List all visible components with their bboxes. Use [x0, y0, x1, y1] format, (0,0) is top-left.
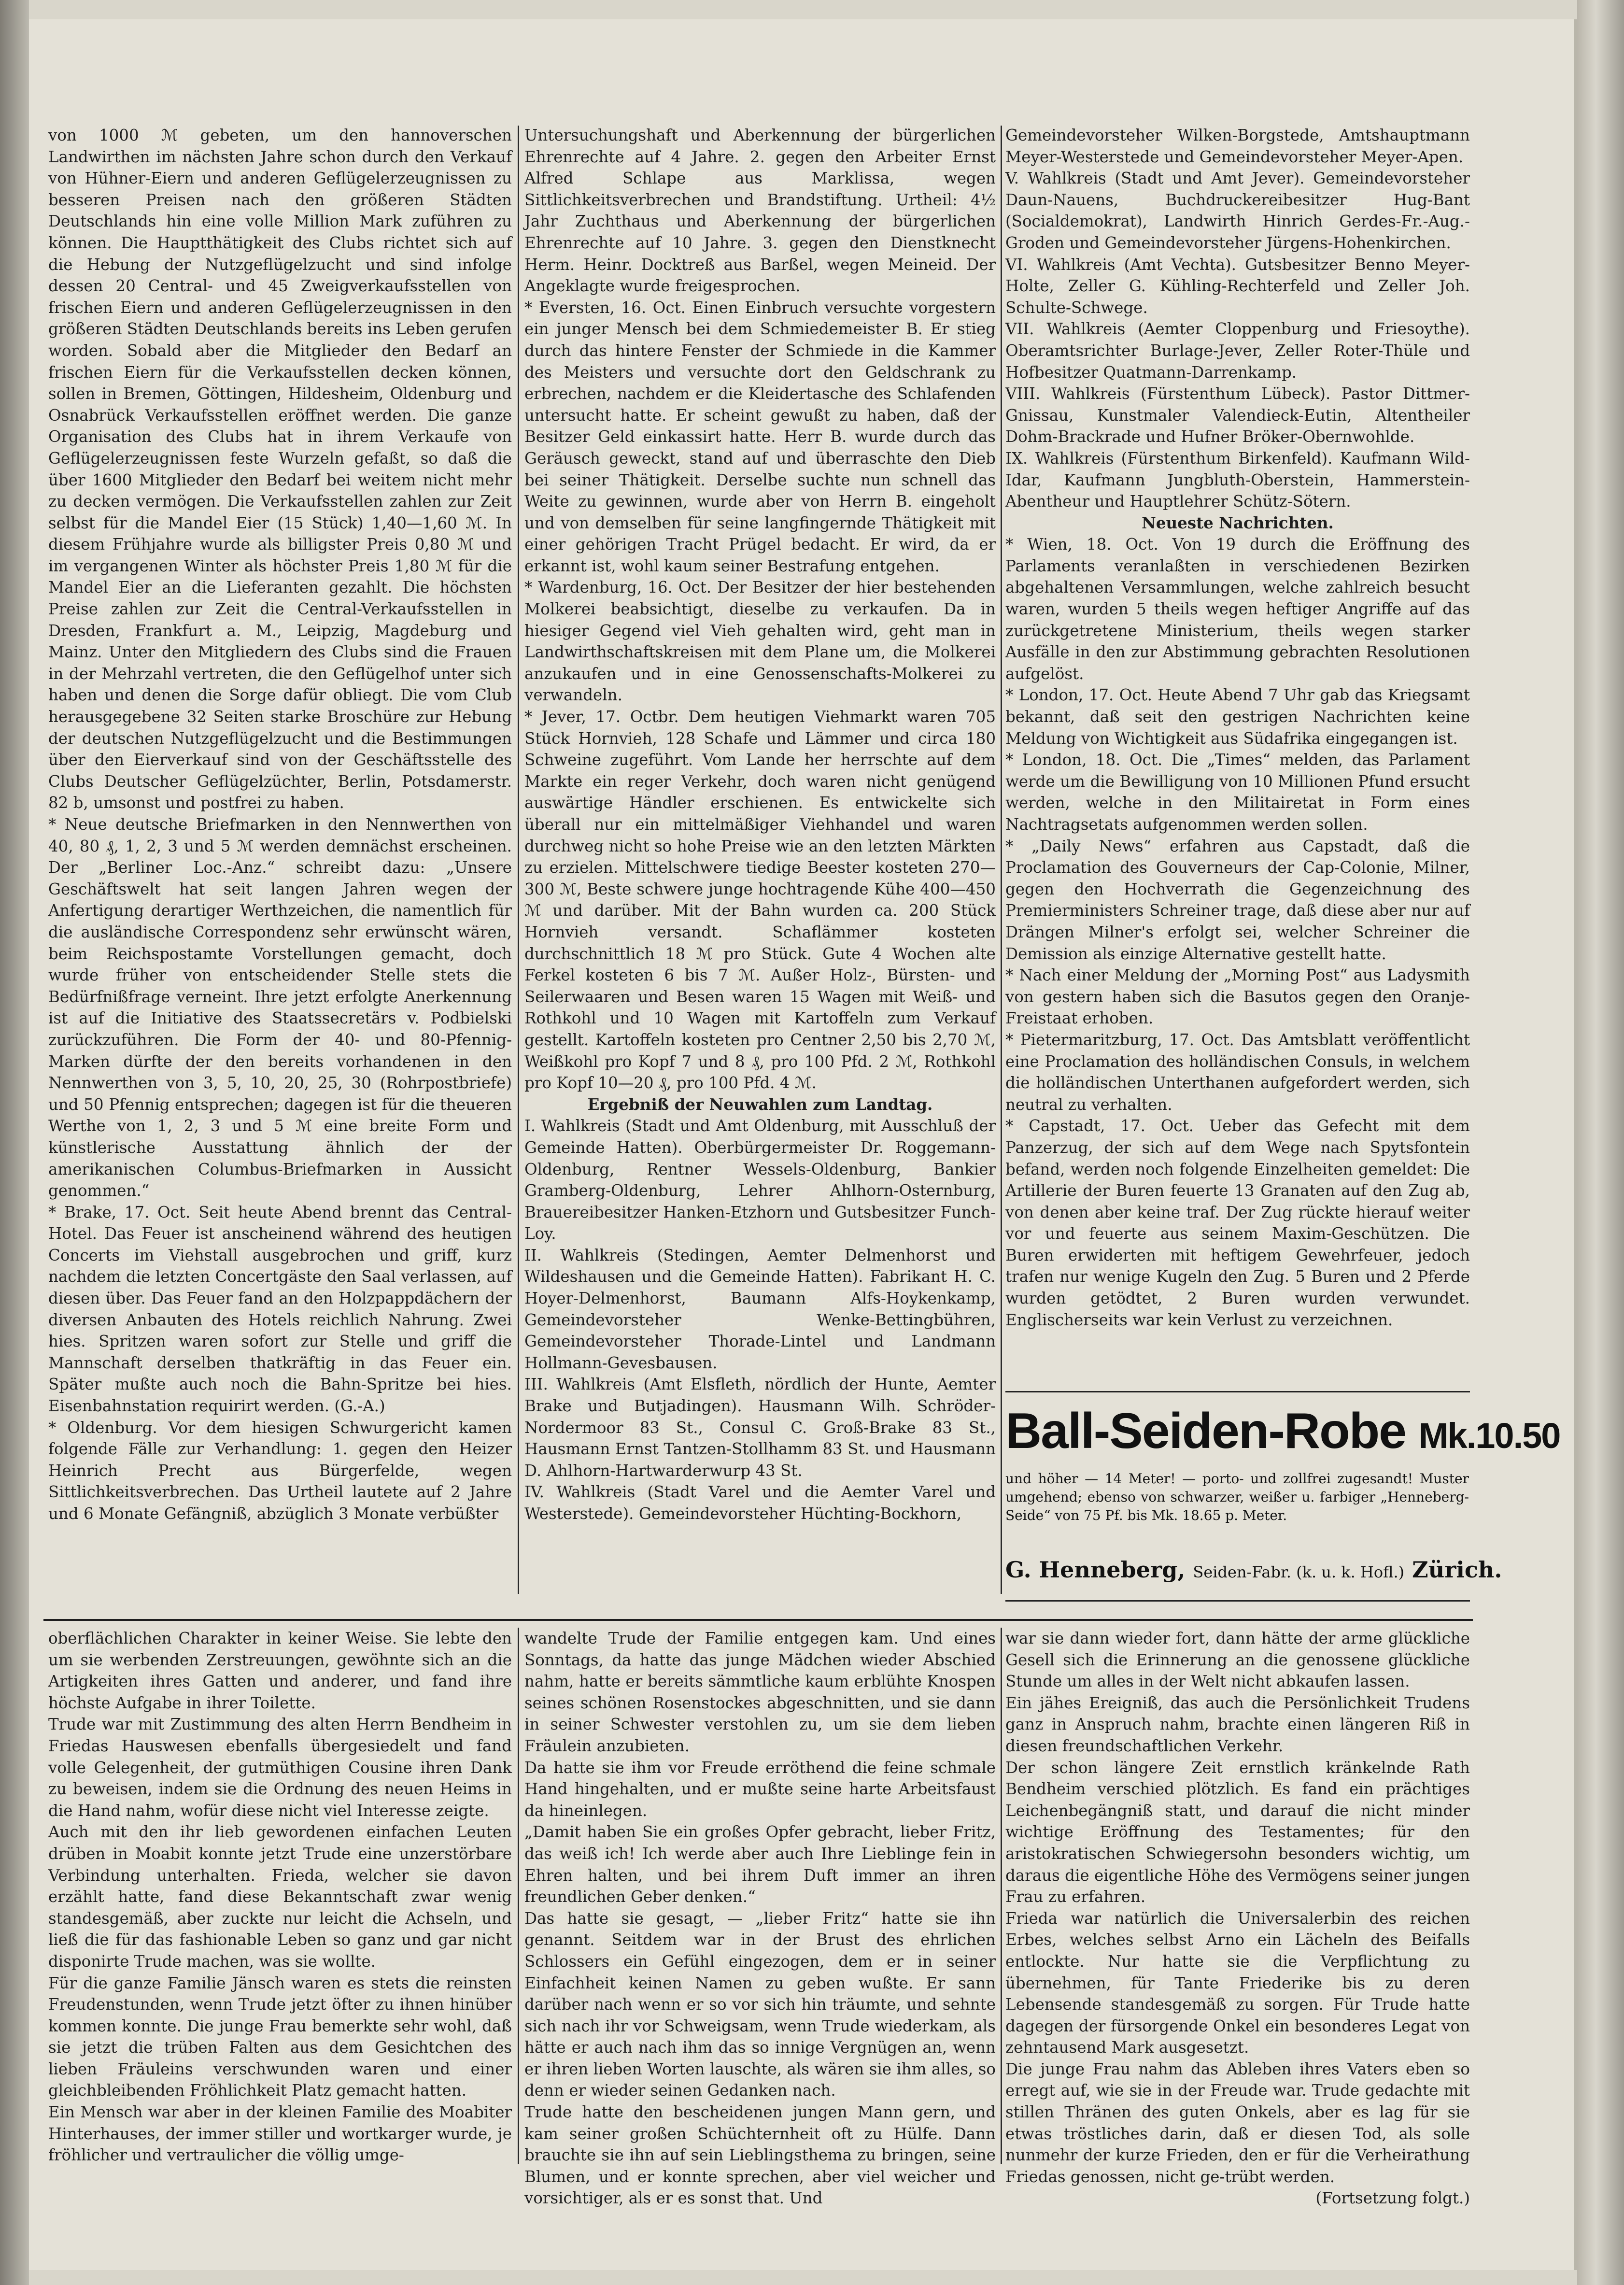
- column-2: [524, 125, 996, 1525]
- column-rule: [1001, 1628, 1002, 2164]
- advertisement: [1005, 1391, 1560, 1602]
- story-text: Ein jähes Ereigniß, das auch die Persönlichkeit Trudens ganz in Anspruch nahm, brachte einen längeren Riß in diesen freundschaftlichen Verkehr.: [1005, 1693, 1470, 1755]
- feuilleton-column-3: [1005, 1628, 1470, 2209]
- article-text: * Eversten, 16. Oct. Einen Einbruch versuchte vorgestern ein junger Mensch bei dem Schmiedemeister B. Er stieg durch das hintere Fenster der Schmiede in die Kammer des Meisters und versuchte dort den Geldschrank zu erbrechen, nachdem er die Kleidertasche des Schlafenden untersucht hatte. Er scheint gewußt zu haben, daß der Besitzer Geld einkassirt hatte. Herr B. wurde durch das Geräusch geweckt, stand auf und überraschte den Dieb bei seiner Thätigkeit. Derselbe suchte nun schnell das Weite zu gewinnen, wurde aber von Herrn B. eingeholt und von demselben für seine langfingernde Thätigkeit mit einer gehörigen Tracht Prügel bedacht. Er wird, da er erkannt ist, wohl kaum seiner Bestrafung entgehen.: [524, 298, 996, 575]
- article-text: I. Wahlkreis (Stadt und Amt Oldenburg, mit Ausschluß der Gemeinde Hatten). Oberbürgermeister Dr. Roggemann-Oldenburg, Rentner Wessels-Oldenburg, Bankier Gramberg-Oldenburg, Lehrer Ahlhorn-Osternburg, Brauereibesitzer Hanken-Etzhorn und Gutsbesitzer Funch-Loy.: [524, 1117, 996, 1243]
- article-text: Untersuchungshaft und Aberkennung der bürgerlichen Ehrenrechte auf 4 Jahre. 2. gegen den Arbeiter Ernst Alfred Schlape aus Marklissa, wegen Sittlichkeitsverbrechen und Brandstiftung. Urtheil: 4½ Jahr Zuchthaus und Aberkennung der bürgerlichen Ehrenrechte auf 10 Jahre. 3. gegen den Dienstknecht Herm. Heinr. Docktreß aus Barßel, wegen Meineid. Der Angeklagte wurde freigesprochen.: [524, 126, 996, 296]
- ad-city: Zürich.: [1412, 1557, 1502, 1583]
- article-text: V. Wahlkreis (Stadt und Amt Jever). Gemeindevorsteher Daun-Nauens, Buchdruckereibesitzer Hug-Bant (Socialdemokrat), Landwirth Hinrich Gerdes-Fr.-Aug.-Groden und Gemeindevorsteher Jürgens-Hohenkirchen.: [1005, 169, 1470, 252]
- article-text: * „Daily News“ erfahren aus Capstadt, daß die Proclamation des Gouverneurs der Cap-Colonie, Milner, gegen den Hochverrath die Gegenzeichnung des Premierministers Schreiner trage, daß diese aber nur auf Drängen Milner's erfolgt sei, welcher Schreiner die Demission als einzige Alternative gestellt hatte.: [1005, 837, 1470, 963]
- binding-gutter: [0, 0, 29, 2285]
- ad-firm-name: G. Henneberg,: [1005, 1557, 1186, 1583]
- ad-headline: [1005, 1402, 1560, 1465]
- article-text: * Oldenburg. Vor dem hiesigen Schwurgericht kamen folgende Fälle zur Verhandlung: 1. gegen den Heizer Heinrich Precht aus Bürgerfelde, wegen Sittlichkeitsverbrechen. Das Urtheil lautete auf 2 Jahre und 6 Monate Gefängniß, abzüglich 3 Monate verbüßter: [48, 1418, 512, 1523]
- story-text: Ein Mensch war aber in der kleinen Familie des Moabiter Hinterhauses, der immer stiller und wortkarger wurde, je fröhlicher und vertraulicher die völlig umge-: [48, 2103, 512, 2165]
- story-text: Für die ganze Familie Jänsch waren es stets die reinsten Freudenstunden, wenn Trude jetzt öfter zu ihnen hinüber kommen konnte. Die junge Frau bemerkte sehr wohl, daß sie jetzt die trüben Falten aus dem Gesichtchen des lieben Fräuleins verschwunden waren und einer gleichbleibenden Fröhlichkeit Platz gemacht hatten.: [48, 1973, 512, 2100]
- section-heading-news: Neueste Nachrichten.: [1142, 513, 1334, 532]
- story-text: Trude hatte den bescheidenen jungen Mann gern, und kam seiner großen Schüchternheit oft zu Hülfe. Dann brauchte sie ihn auf sein Lieblingsthema zu bringen, seine Blumen, und er konnte sprechen, aber viel weicher und vorsichtiger, als er es sonst that. Und: [524, 2103, 996, 2208]
- article-text: * Wardenburg, 16. Oct. Der Besitzer der hier bestehenden Molkerei beabsichtigt, dieselbe zu verkaufen. Da in hiesiger Gegend viel Vieh gehalten wird, geht man in Landwirthschaftskreisen mit dem Plane um, die Molkerei anzukaufen und in eine Genossenschafts-Molkerei zu verwandeln.: [524, 578, 996, 705]
- story-text: oberflächlichen Charakter in keiner Weise. Sie lebte den um sie werbenden Zerstreuungen, gewöhnte sich an die Artigkeiten ihres Gatten und anderer, und fand ihre höchste Aufgabe in ihrer Toilette.: [48, 1629, 512, 1712]
- story-text: Auch mit den ihr lieb gewordenen einfachen Leuten drüben in Moabit konnte jetzt Trude eine unzerstörbare Verbindung unterhalten. Frieda, welcher sie davon erzählt hatte, fand diese Bekanntschaft zwar wenig standesgemäß, aber zuckte nur leicht die Achseln, und ließ die für das fashionable Leben so ganz und gar nicht disponirte Trude machen, was sie wollte.: [48, 1823, 512, 1971]
- article-text: von 1000 ℳ gebeten, um den hannoverschen Landwirthen im nächsten Jahre schon durch den Verkauf von Hühner-Eiern und anderen Geflügelerzeugnissen zu besseren Preisen nach den größeren Städten Deutschlands hin eine volle Million Mark zuführen zu können. Die Hauptthätigkeit des Clubs richtet sich auf die Hebung der Nutzgeflügelzucht und sind infolge dessen 20 Central- und 45 Zweigverkaufsstellen von frischen Eiern und anderen Geflügelerzeugnissen in den größeren Städten Deutschlands bereits ins Leben gerufen worden. Sobald aber die Mitglieder den Bedarf an frischen Eiern für die Verkaufsstellen decken können, sollen in Bremen, Göttingen, Hildesheim, Oldenburg und Osnabrück Verkaufsstellen eröffnet werden. Die ganze Organisation des Clubs hat in ihrem Verkaufe von Geflügelerzeugnissen feste Wurzeln gefaßt, so daß die über 1600 Mitglieder den Bedarf bei weitem nicht mehr zu decken vermögen. Die Verkaufsstellen zahlen zur Zeit selbst für die Mandel Eier (15 Stück) 1,40—1,60 ℳ. In diesem Frühjahre wurde als billigster Preis 0,80 ℳ und im vergangenen Winter als höchster Preis 1,80 ℳ für die Mandel Eier an die Lieferanten gezahlt. Die höchsten Preise zahlen zur Zeit die Central-Verkaufsstellen in Dresden, Frankfurt a. M., Leipzig, Magdeburg und Mainz. Unter den Mitgliedern des Clubs sind die Frauen in der Mehrzahl vertreten, die den Geflügelhof unter sich haben und denen die Sorge dafür obliegt. Die vom Club herausgegebene 32 Seiten starke Broschüre zur Hebung der deutschen Nutzgeflügelzucht und die Bestimmungen über den Eierverkauf sind von der Geschäftsstelle des Clubs Deutscher Geflügelzüchter, Berlin, Potsdamerstr. 82 b, umsonst und postfrei zu haben.: [48, 126, 512, 812]
- story-text: Trude war mit Zustimmung des alten Herrn Bendheim in Friedas Hauswesen ebenfalls übergesiedelt und fand volle Gelegenheit, der gutmüthigen Cousine ihren Dank zu beweisen, indem sie die Ordnung des neuen Heims in die Hand nahm, wofür diese nicht viel Interesse zeigte.: [48, 1715, 512, 1820]
- story-text: wandelte Trude der Familie entgegen kam. Und eines Sonntags, da hatte das junge Mädchen wieder Abschied nahm, hatte er bereits sämmtliche kaum erblühte Knospen seines schönen Rosenstockes abgeschnitten, und sie dann in seiner Schwester verstohlen zu, um sie dem lieben Fräulein anzubieten.: [524, 1629, 996, 1755]
- feuilleton-column-1: [48, 1628, 512, 2166]
- article-text: * Jever, 17. Octbr. Dem heutigen Viehmarkt waren 705 Stück Hornvieh, 128 Schafe und Lämmer und circa 180 Schweine zugeführt. Vom Lande her herrschte auf dem Markte ein reger Verkehr, doch waren nicht genügend auswärtige Händler erschienen. Es entwickelte sich überall nur ein mittelmäßiger Viehhandel und waren durchweg nicht so hohe Preise wie an den letzten Märkten zu erzielen. Mittelschwere tiedige Beester kosteten 270—300 ℳ, Beste schwere junge hochtragende Kühe 400—450 ℳ und darüber. Mit der Bahn wurden ca. 200 Stück Hornvieh versandt. Schaflämmer kosteten durchschnittlich 18 ℳ pro Stück. Gute 4 Wochen alte Ferkel kosteten 6 bis 7 ℳ. Außer Holz-, Bürsten- und Seilerwaaren und Besen waren 15 Wagen mit Weiß- und Rothkohl und 10 Wagen mit Kartoffeln zum Verkauf gestellt. Kartoffeln kosteten pro Centner 2,50 bis 2,70 ℳ, Weißkohl pro Kopf 7 und 8 ₰, pro 100 Pfd. 2 ℳ, Rothkohl pro Kopf 10—20 ₰, pro 100 Pfd. 4 ℳ.: [524, 708, 996, 1093]
- article-text: * London, 18. Oct. Die „Times“ melden, das Parlament werde um die Bewilligung von 10 Millionen Pfund ersucht werden, welche in den Militairetat in Form eines Nachtragsetats aufgenommen werden sollen.: [1005, 751, 1470, 834]
- article-text: * Neue deutsche Briefmarken in den Nennwerthen von 40, 80 ₰, 1, 2, 3 und 5 ℳ werden demnächst erscheinen. Der „Berliner Loc.-Anz.“ schreibt dazu: „Unsere Geschäftswelt hat seit langen Jahren wegen der Anfertigung derartiger Werthzeichen, die namentlich für die ausländische Correspondenz sehr erwünscht wären, beim Reichspostamte Vorstellungen gemacht, doch wurde früher von entscheidender Stelle stets die Bedürfnißfrage verneint. Ihre jetzt erfolgte Anerkennung ist auf die Initiative des Staatssecretärs v. Podbielski zurückzuführen. Die Form der 40- und 80-Pfennig-Marken dürfte der den bereits vorhandenen in den Nennwerthen von 3, 5, 10, 20, 25, 30 (Rohrpostbriefe) und 50 Pfennig entsprechen; dagegen ist für die theueren Werthe von 1, 2, 3 und 5 ℳ eine breite Form und künstlerische Ausstattung ähnlich der der amerikanischen Columbus-Briefmarken in Aussicht genommen.“: [48, 815, 512, 1200]
- article-text: IV. Wahlkreis (Stadt Varel und die Aemter Varel und Westerstede). Gemeindevorsteher Hüchting-Bockhorn,: [524, 1483, 996, 1523]
- feuilleton-column-2: [524, 1628, 996, 2209]
- ad-firm-detail: Seiden-Fabr. (k. u. k. Hofl.): [1193, 1563, 1405, 1581]
- article-text: III. Wahlkreis (Amt Elsfleth, nördlich der Hunte, Aemter Brake und Butjadingen). Hausmann Wilh. Schröder-Nordermoor 83 St., Consul C. Groß-Brake 83 St., Hausmann Ernst Tantzen-Stollhamm 83 St. und Hausmann D. Ahlhorn-Hartwarderwurp 43 St.: [524, 1375, 996, 1480]
- section-heading-election: Ergebniß der Neuwahlen zum Landtag.: [587, 1094, 933, 1114]
- column-1: [48, 125, 512, 1525]
- story-text: Die junge Frau nahm das Ableben ihres Vaters eben so erregt auf, wie sie in der Freude war. Trude gedachte mit stillen Thränen des guten Onkels, aber es lag für sie etwas tröstliches darin, daß er diesen Tod, als solle nunmehr der kurze Frieden, den er für die Verheirathung Friedas genossen, nicht ge-trübt werden.: [1005, 2059, 1470, 2186]
- story-text: Frieda war natürlich die Universalerbin des reichen Erbes, welches selbst Arno ein Lächeln des Beifalls entlockte. Nur hatte sie die Verpflichtung zu übernehmen, für Tante Friederike bis zu deren Lebensende standesgemäß zu sorgen. Für Trude hatte dagegen der fürsorgende Onkel ein besonderes Legat von zehntausend Mark ausgesetzt.: [1005, 1909, 1470, 2057]
- ad-price: Mk.10.50: [1418, 1416, 1560, 1456]
- ad-firm: [1005, 1557, 1502, 1583]
- column-rule: [1001, 126, 1002, 1594]
- feuilleton-divider: [43, 1619, 1473, 1621]
- column-3: [1005, 125, 1470, 1331]
- article-text: * London, 17. Oct. Heute Abend 7 Uhr gab das Kriegsamt bekannt, daß seit den gestrigen Nachrichten keine Meldung von Wichtigkeit aus Südafrika eingegangen ist.: [1005, 686, 1470, 748]
- article-text: VI. Wahlkreis (Amt Vechta). Gutsbesitzer Benno Meyer-Holte, Zeller G. Kühling-Rechterfeld und Zeller Joh. Schulte-Schwege.: [1005, 255, 1470, 317]
- article-text: Gemeindevorsteher Wilken-Borgstede, Amtshauptmann Meyer-Westerstede und Gemeindevorsteher Meyer-Apen.: [1005, 126, 1470, 166]
- story-text: war sie dann wieder fort, dann hätte der arme glückliche Gesell sich die Erinnerung an die genossene glückliche Stunde um alles in der Welt nicht abkaufen lassen.: [1005, 1629, 1470, 1691]
- article-text: * Wien, 18. Oct. Von 19 durch die Eröffnung des Parlaments veranlaßten in verschiedenen Bezirken abgehaltenen Versammlungen, welche zahlreich besucht waren, wurden 5 theils wegen heftiger Angriffe auf das zurückgetretene Ministerium, theils wegen starker Ausfälle in den zur Abstimmung gebrachten Resolutionen aufgelöst.: [1005, 535, 1470, 683]
- story-text: „Damit haben Sie ein großes Opfer gebracht, lieber Fritz, das weiß ich! Ich werde aber auch Ihre Lieblinge fein in Ehren halten, und bei ihrem Duft immer an ihren freundlichen Geber denken.“: [524, 1823, 996, 1906]
- ad-body: und höher — 14 Meter! — porto- und zollfrei zugesandt! Muster umgehend; ebenso von schwarzer, weißer u. farbiger „Henneberg-Seide“ von 75 Pf. bis Mk. 18.65 p. Meter.: [1005, 1471, 1469, 1523]
- continuation-note: (Fortsetzung folgt.): [1315, 2189, 1470, 2208]
- ad-product: Ball-Seiden-Robe: [1005, 1403, 1406, 1459]
- column-rule: [518, 126, 519, 1594]
- article-text: * Capstadt, 17. Oct. Ueber das Gefecht mit dem Panzerzug, der sich auf dem Wege nach Spytsfontein befand, werden noch folgende Einzelheiten gemeldet: Die Artillerie der Buren feuerte 13 Granaten auf den Zug ab, von denen aber keine traf. Der Zug rückte hierauf weiter vor und feuerte aus seinem Maxim-Geschützen. Die Buren erwiderten mit heftigem Gewehrfeuer, jedoch trafen nur wenige Kugeln den Zug. 5 Buren und 2 Pferde wurden getödtet, 2 Buren wurden verwundet. Englischerseits war kein Verlust zu verzeichnen.: [1005, 1117, 1470, 1329]
- story-text: Der schon längere Zeit ernstlich kränkelnde Rath Bendheim verschied plötzlich. Es fand ein prächtiges Leichenbegängniß statt, und darauf die nicht minder wichtige Eröffnung des Testamentes; für den aristokratischen Schwiegersohn besonders wichtig, um daraus die eigentliche Höhe des Vermögens seiner jungen Frau zu erfahren.: [1005, 1758, 1470, 1906]
- article-text: VII. Wahlkreis (Aemter Cloppenburg und Friesoythe). Oberamtsrichter Burlage-Jever, Zeller Roter-Thüle und Hofbesitzer Quatmann-Darrenkamp.: [1005, 320, 1470, 382]
- story-text: Da hatte sie ihm vor Freude erröthend die feine schmale Hand hingehalten, und er mußte seine harte Arbeitsfaust da hineinlegen.: [524, 1758, 996, 1820]
- story-text: Das hatte sie gesagt, — „lieber Fritz“ hatte sie ihn genannt. Seitdem war in der Brust des ehrlichen Schlossers ein Gefühl eingezogen, dem er in seiner Einfachheit keinen Namen zu geben wußte. Er sann darüber nach wenn er so vor sich hin träumte, und sehnte sich nach ihr vor Schweigsam, wenn Trude wiederkam, als hätte er auch nach ihm das so innige Vergnügen an, wenn er ihren lieben Worten lauschte, als wären sie ihm alles, so denn er wieder seinen Gedanken nach.: [524, 1909, 996, 2100]
- article-text: * Brake, 17. Oct. Seit heute Abend brennt das Central-Hotel. Das Feuer ist anscheinend während des heutigen Concerts im Viehstall ausgebrochen und griff, kurz nachdem die letzten Concertgäste den Saal verlassen, auf diesen über. Das Feuer fand an den Holzpappdächern der diversen Anbauten des Hotels reichlich Nahrung. Zwei hies. Spritzen waren sofort zur Stelle und griff die Mannschaft derselben thatkräftig in das Feuer ein. Später mußte auch noch die Bahn-Spritze bei hies. Eisenbahnstation requirirt werden. (G.-A.): [48, 1203, 512, 1416]
- page-edge-stack: [1577, 0, 1624, 2285]
- column-rule: [518, 1628, 519, 2164]
- article-text: * Pietermaritzburg, 17. Oct. Das Amtsblatt veröffentlicht eine Proclamation des holländischen Consuls, in welchem die holländischen Unterthanen aufgefordert werden, sich neutral zu verhalten.: [1005, 1030, 1470, 1114]
- article-text: VIII. Wahlkreis (Fürstenthum Lübeck). Pastor Dittmer-Gnissau, Kunstmaler Valendieck-Eutin, Altentheiler Dohm-Brackrade und Hufner Bröker-Obernwohlde.: [1005, 384, 1470, 446]
- article-text: II. Wahlkreis (Stedingen, Aemter Delmenhorst und Wildeshausen und die Gemeinde Hatten). Fabrikant H. C. Hoyer-Delmenhorst, Baumann Alfs-Hoykenkamp, Gemeindevorsteher Wenke-Bettingbühren, Gemeindevorsteher Thorade-Lintel und Landmann Hollmann-Gevesbausen.: [524, 1246, 996, 1372]
- article-text: IX. Wahlkreis (Fürstenthum Birkenfeld). Kaufmann Wild-Idar, Kaufmann Jungbluth-Oberstein, Hammerstein-Abentheur und Hauptlehrer Schütz-Sötern.: [1005, 449, 1470, 511]
- article-text: * Nach einer Meldung der „Morning Post“ aus Ladysmith von gestern haben sich die Basutos gegen den Oranje-Freistaat erhoben.: [1005, 966, 1470, 1028]
